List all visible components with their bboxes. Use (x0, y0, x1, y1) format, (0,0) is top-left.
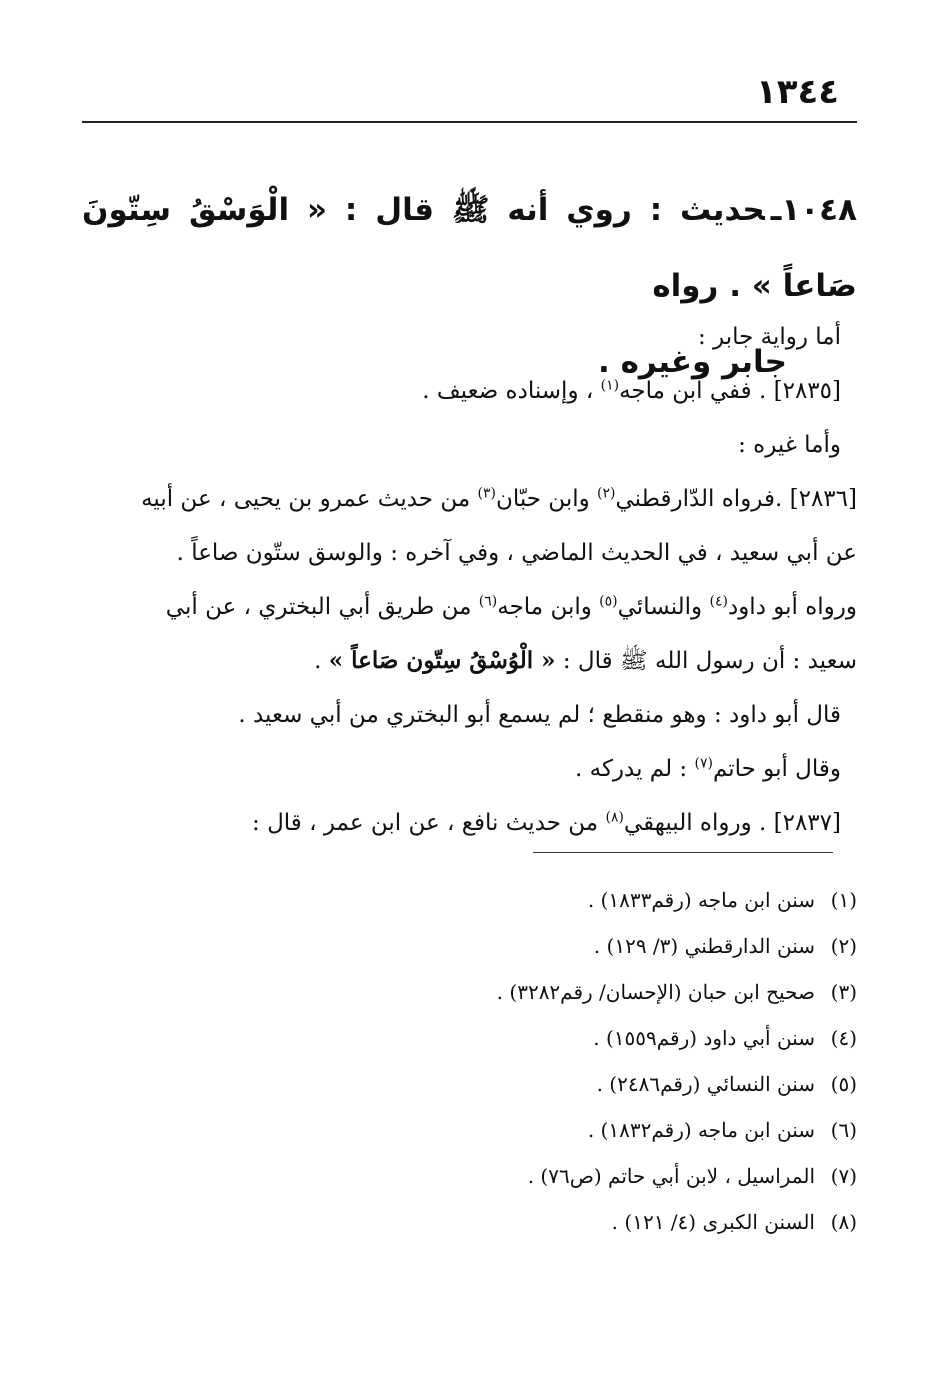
footnote-ref[interactable]: (٥) (599, 593, 618, 610)
footnote-separator (533, 852, 833, 853)
footnote-number: (٤) (830, 1026, 857, 1050)
heading-line-2: جابر وغيره . (598, 344, 787, 380)
footnote-text: سنن الدارقطني (٣/ ١٢٩) . (593, 934, 815, 958)
body-line (90, 472, 857, 526)
body-line: قال أبو داود : وهو منقطع ؛ لم يسمع أبو البختري من أبي سعيد . (238, 702, 841, 728)
hadith-number: ١٠٤٨ـ (770, 192, 857, 228)
body-text-span: سعيد : أن رسول الله ﷺ قال : (555, 648, 857, 674)
footnote-item (200, 1107, 857, 1153)
body-text-span: . (314, 648, 329, 674)
footnote-item (200, 923, 857, 969)
footnote-ref[interactable]: (١) (600, 377, 620, 394)
body-text-span: [٢٨٣٥] . ففي ابن ماجه (619, 378, 841, 404)
body-text-span: [٢٨٣٦] .فرواه الدّارقطني (615, 486, 857, 512)
footnote-ref[interactable]: (٧) (694, 755, 713, 772)
body-text-span: وقال أبو حاتم (712, 756, 841, 782)
footnote-text: سنن ابن ماجه (رقم١٨٣٣) . (587, 888, 815, 912)
footnote-number: (١) (830, 888, 857, 912)
footnote-item (200, 1199, 857, 1245)
footnotes (200, 877, 857, 1245)
body-text-span: وابن حبّان (495, 486, 598, 512)
footnote-text: السنن الكبرى (٤/ ١٢١) . (611, 1210, 815, 1234)
body-line: عن أبي سعيد ، في الحديث الماضي ، وفي آخره : والوسق ستّون صاعاً . (176, 540, 857, 566)
footnote-number: (٧) (830, 1164, 857, 1188)
footnote-ref[interactable]: (٦) (478, 593, 498, 610)
body-text-span: من طريق أبي البختري ، عن أبي (165, 594, 479, 620)
footnote-ref[interactable]: (٤) (709, 593, 728, 610)
body-text (90, 310, 857, 850)
hadith-quote: « الْوُسْقُ سِتّون صَاعاً » (328, 647, 556, 674)
body-line: وأما غيره : (738, 432, 841, 458)
body-line (90, 580, 857, 634)
footnote-ref[interactable]: (٣) (477, 485, 496, 502)
footnote-text: سنن النسائي (رقم٢٤٨٦) . (596, 1072, 815, 1096)
footnote-number: (٨) (830, 1210, 857, 1234)
footnote-item (200, 1061, 857, 1107)
body-text-span: والنسائي (617, 594, 710, 620)
body-text-span: ، وإسناده ضعيف . (422, 378, 601, 404)
footnote-ref[interactable]: (٨) (605, 809, 624, 826)
footnote-item (200, 877, 857, 923)
heading-text-1: حديث : روي أنه ﷺ قال : « الْوَسْقُ سِتّونَ صَاعاً » . رواه (82, 192, 857, 304)
footnote-item (200, 1015, 857, 1061)
body-text-span: ورواه أبو داود (727, 594, 857, 620)
footnote-text: صحيح ابن حبان (الإحسان/ رقم٣٢٨٢) . (496, 980, 815, 1004)
body-line (90, 364, 841, 418)
footnote-text: المراسيل ، لابن أبي حاتم (ص٧٦) . (527, 1164, 815, 1188)
heading-line-1 (82, 172, 857, 324)
footnote-number: (٢) (830, 934, 857, 958)
footnote-number: (٥) (830, 1072, 857, 1096)
body-line (90, 634, 857, 688)
footnote-ref[interactable]: (٢) (597, 485, 616, 502)
body-text-span: من حديث نافع ، عن ابن عمر ، قال : (252, 810, 606, 836)
footnote-text: سنن ابن ماجه (رقم١٨٣٢) . (587, 1118, 815, 1142)
body-text-span: من حديث عمرو بن يحيى ، عن أبيه (141, 486, 478, 512)
body-text-span: : لم يدركه . (574, 756, 695, 782)
body-line (90, 796, 841, 850)
footnote-number: (٣) (830, 980, 857, 1004)
footnote-item (200, 1153, 857, 1199)
footnote-item (200, 969, 857, 1015)
body-line: أما رواية جابر : (697, 324, 841, 350)
body-text-span: [٢٨٣٧] . ورواه البيهقي (623, 810, 841, 836)
footnote-number: (٦) (830, 1118, 857, 1142)
header-rule (82, 121, 857, 123)
body-line (90, 742, 841, 796)
page-number: ١٣٤٤ (755, 72, 839, 112)
body-text-span: وابن ماجه (497, 594, 600, 620)
footnote-text: سنن أبي داود (رقم١٥٥٩) . (593, 1026, 815, 1050)
